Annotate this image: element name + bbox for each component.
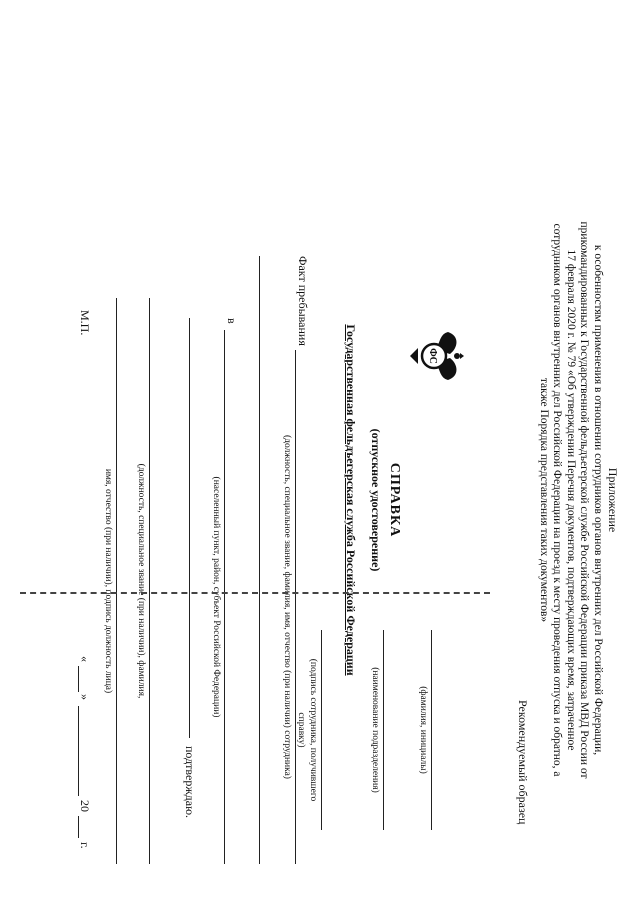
stub-name-caption: (фамилия, инициалы) bbox=[418, 686, 428, 774]
stamp-label: М.П. bbox=[78, 310, 92, 336]
date-open-quote: « bbox=[78, 656, 92, 662]
fact-label: Факт пребывания bbox=[296, 256, 310, 346]
svg-text:ФС: ФС bbox=[427, 348, 438, 364]
recommended-sample-label: Рекомендуемый образец bbox=[516, 700, 530, 825]
signer-line bbox=[149, 298, 150, 864]
stub-unit-line bbox=[383, 630, 384, 830]
appendix-title: Приложение bbox=[606, 467, 620, 533]
month-line bbox=[78, 706, 79, 796]
signer-caption-1: (должность, специальное звание (при наличии), фамилия, bbox=[136, 463, 146, 699]
stub-signature-caption-1: (подпись сотрудника, получившего bbox=[308, 658, 318, 802]
employee-caption: (должность, специальное звание, фамилия, имя, отчество (при наличии) сотрудника) bbox=[282, 435, 292, 779]
form-title: СПРАВКА bbox=[387, 462, 402, 538]
year-prefix: 20 bbox=[78, 800, 92, 812]
stub-unit-caption: (наименование подразделения) bbox=[370, 667, 380, 793]
year-suffix: г. bbox=[78, 842, 92, 849]
signer-caption-2: имя, отчество (при наличии), подпись должность лица) bbox=[103, 468, 113, 694]
place-line-2 bbox=[189, 318, 190, 738]
stub-signature-caption-2: справку) bbox=[296, 712, 306, 748]
employee-line-2 bbox=[259, 256, 260, 864]
place-line bbox=[224, 330, 225, 864]
tear-off-dashed-line bbox=[20, 592, 490, 594]
in-label: в bbox=[225, 318, 239, 324]
organization-name: Государственная фельдъегерская служба Российской Федерации bbox=[344, 324, 358, 676]
stub-signature-line bbox=[321, 630, 322, 830]
appendix-text: к особенностям применения в отношении сотрудников органов внутренних дел Российской Федерации, прикомандированных к Государственной фельдъегерской службе Российской Федерации приказа МВД России от 17 февраля 2020 г. № 79 «Об утверждении Перечня документов, подтверждающих время, затраченное сотрудником органов внутренних дел Российской Федерации на проезд к месту проведения отпуска и обратно, а также Порядка представления таких документов» bbox=[537, 221, 604, 779]
fps-emblem-icon bbox=[408, 326, 470, 386]
form-subtitle: (отпускное удостоверение) bbox=[369, 428, 383, 572]
year-line bbox=[78, 816, 79, 838]
place-caption: (населенный пункт, район, субъект Российской Федерации) bbox=[211, 476, 221, 718]
signer-line-2 bbox=[116, 298, 117, 864]
day-line bbox=[78, 666, 79, 692]
date-close-quote: » bbox=[78, 694, 92, 700]
stub-name-line bbox=[431, 630, 432, 830]
confirm-text: подтверждаю. bbox=[183, 746, 197, 819]
